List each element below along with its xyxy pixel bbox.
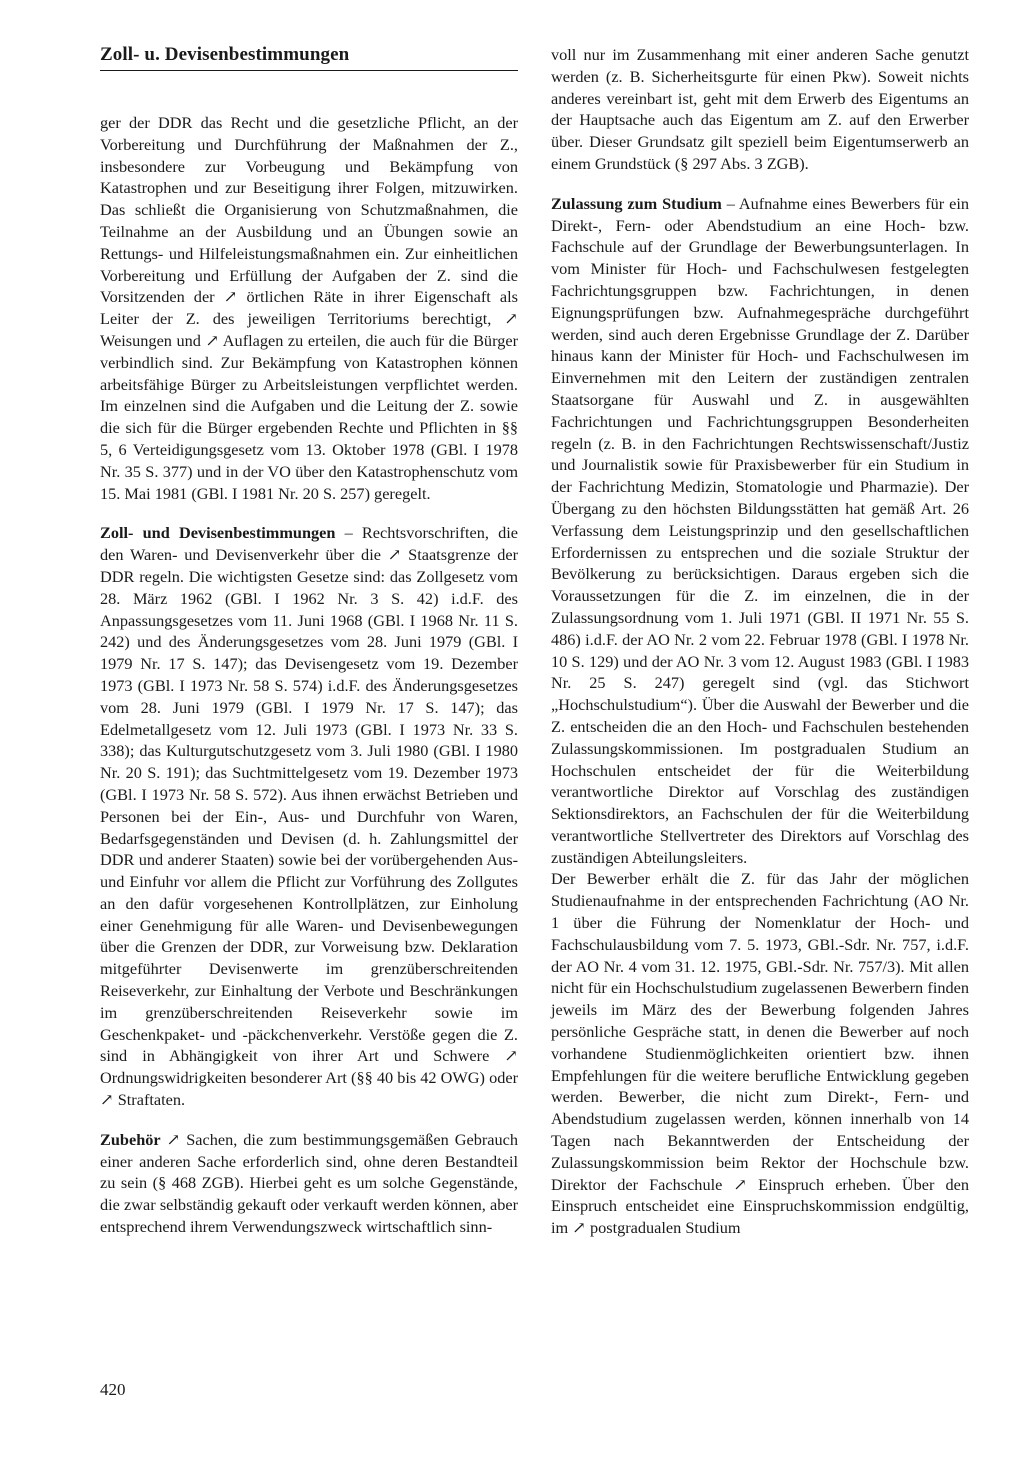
entry-zubehoer	[100, 1129, 518, 1238]
left-column	[100, 112, 518, 1238]
entry-heading: Zubehör	[100, 1129, 161, 1149]
entry-body: – Aufnahme eines Bewerbers für ein Direkt-, Fern- oder Abendstudium an eine Hoch- bzw. Fachschule auf der Grundlage der Bewerbungsunterlagen. In vom Minister für Hoch- und Fachschulwesen festgelegten Fachrichtungsgruppen bzw. Fachrichtungen, in denen Eignungsprüfungen bzw. Aufnahmegespräche durchgeführt werden, sind auch deren Ergebnisse Grundlage der Z. Darüber hinaus kann der Minister für Hoch- und Fachschulwesen im Einvernehmen mit den Leitern der zuständigen zentralen Staatsorgane für Auswahl und Z. in ausgewählten Fachrichtungen und Fachrichtungsgruppen Besonderheiten regeln (z. B. in den Fachrichtungen Rechtswissenschaft/Justiz und Journalistik sowie für Praxisbewerber für ein Studium in der Fachrichtung Medizin, Stomatologie und Pharmazie). Der Übergang zu den höchsten Bildungsstätten hat gemäß Art. 26 Verfassung dem Leistungsprinzip und den gesellschaftlichen Erfordernissen zu entsprechen und die soziale Struktur der Bevölkerung zu berücksichtigen. Daraus ergeben sich die Voraussetzungen für die Z. im einzelnen, die in der Zulassungsordnung vom 1. Juli 1971 (GBl. II 1971 Nr. 55 S. 486) i.d.F. der AO Nr. 2 vom 22. Februar 1978 (GBl. I 1978 Nr. 10 S. 129) und der AO Nr. 3 vom 12. August 1983 (GBl. I 1983 Nr. 25 S. 247) geregelt sind (vgl. das Stichwort „Hochschulstudium“). Über die Auswahl der Bewerber und die Z. entscheiden die an den Hoch- und Fachschulen bestehenden Zulassungskommissionen. Im postgradualen Studium an Hochschulen entscheidet der für die Weiterbildung verantwortliche Direktor auf Vorschlag des zuständigen Sektionsdirektors, an Fachschulen der für die Weiterbildung verantwortliche Stellvertreter des Direktors auf Vorschlag des zuständigen Abteilungsleiters.	[551, 193, 969, 867]
paragraph-bewerber: Der Bewerber erhält die Z. für das Jahr der möglichen Studienaufnahme in der entsprechenden Fachrichtung (AO Nr. 1 über die Führung der Nomenklatur der Hoch- und Fachschulausbildung vom 7. 5. 1973, GBl.-Sdr. Nr. 757, i.d.F. der AO Nr. 4 vom 31. 12. 1975, GBl.-Sdr. Nr. 757/3). Mit allen nicht für ein Hochschulstudium zugelassenen Bewerbern finden jeweils im März des der Bewerbung folgenden Jahres persönliche Gespräche statt, in denen die Bewerber auf noch vorhandene Studienmöglichkeiten orientiert bzw. ihnen Empfehlungen für die weitere berufliche Entwicklung gegeben werden. Bewerber, die nicht zum Direkt-, Fern- und Abendstudium zugelassen werden, können innerhalb von 14 Tagen nach Bekanntwerden der Entscheidung der Zulassungskommission beim Rektor der Hochschule bzw. Direktor der Fachschule ↗ Einspruch erheben. Über den Einspruch entscheidet eine Einspruchskommission endgültig, im ↗ postgradualen Studium	[551, 869, 969, 1238]
entry-zoll-und-devisenbestimmungen	[100, 522, 518, 1111]
entry-body: ↗ Sachen, die zum bestimmungsgemäßen Gebrauch einer anderen Sache erforderlich sind, ohne deren Bestandteil zu sein (§ 468 ZGB). Hierbei geht es um solche Gegenstände, die zwar selbständig gekauft oder verkauft werden können, aber entsprechend ihrem Verwendungszweck wirtschaftlich sinn-	[100, 1129, 518, 1237]
running-head-title: Zoll- u. Devisenbestimmungen	[100, 44, 350, 65]
paragraph-zivilverteidigung-continuation: ger der DDR das Recht und die gesetzliche Pflicht, an der Vorbereitung und Durchführung der Maßnahmen der Z., insbesondere zur Vorbeugung und Bekämpfung von Katastrophen und zur Beseitigung ihrer Folgen, mitzuwirken. Das schließt die Organisierung von Schutzmaßnahmen, die Teilnahme an der Ausbildung und an Übungen sowie an Rettungs- und Hilfeleistungsmaßnahmen ein. Zur einheitlichen Vorbereitung und Erfüllung der Aufgaben der Z. sind die Vorsitzenden der ↗ örtlichen Räte in ihrer Eigenschaft als Leiter der Z. des jeweiligen Territoriums berechtigt, ↗ Weisungen und ↗ Auflagen zu erteilen, die auch für die Bürger verbindlich sind. Zur Bekämpfung von Katastrophen können arbeitsfähige Bürger zu Arbeitsleistungen verpflichtet werden. Im einzelnen sind die Aufgaben und die Leitung der Z. sowie die sich für die Bürger ergebenden Rechte und Pflichten in §§ 5, 6 Verteidigungsgesetz vom 13. Oktober 1978 (GBl. I 1978 Nr. 35 S. 377) und in der VO über den Katastrophenschutz vom 15. Mai 1981 (GBl. I 1981 Nr. 20 S. 257) geregelt.	[100, 113, 518, 503]
right-column	[551, 44, 969, 1239]
entry-heading: Zulassung zum Studium	[551, 193, 722, 213]
entry-zulassung-zum-studium	[551, 193, 969, 869]
paragraph-zubehoer-continuation: voll nur im Zusammenhang mit einer anderen Sache genutzt werden (z. B. Sicherheitsgurte für einen Pkw). Soweit nichts anderes vereinbart ist, geht mit dem Erwerb des Eigentums an der Hauptsache auch das Eigentum am Z. auf den Erwerber über. Dieser Grundsatz gilt speziell beim Eigentumserwerb an einem Grundstück (§ 297 Abs. 3 ZGB).	[551, 45, 969, 173]
entry-heading: Zoll- und Devisenbestimmungen	[100, 523, 336, 543]
running-head	[100, 44, 518, 71]
page-number: 420	[100, 1380, 126, 1399]
entry-body: – Rechtsvorschriften, die den Waren- und Devisenverkehr über die ↗ Staatsgrenze der DDR regeln. Die wichtigsten Gesetze sind: das Zollgesetz vom 28. März 1962 (GBl. I 1962 Nr. 3 S. 42) i.d.F. des Anpassungsgesetzes vom 11. Juni 1968 (GBl. I 1968 Nr. 11 S. 242) und des Änderungsgesetzes vom 28. Juni 1979 (GBl. I 1979 Nr. 17 S. 147); das Devisengesetz vom 19. Dezember 1973 (GBl. I 1973 Nr. 58 S. 574) i.d.F. des Änderungsgesetzes vom 28. Juni 1979 (GBl. I 1979 Nr. 17 S. 147); das Edelmetallgesetz vom 12. Juli 1973 (GBl. I 1973 Nr. 33 S. 338); das Kulturgutschutzgesetz vom 3. Juli 1980 (GBl. I 1980 Nr. 20 S. 191); das Suchtmittelgesetz vom 19. Dezember 1973 (GBl. I 1973 Nr. 58 S. 572). Aus ihnen erwächst Betrieben und Personen bei der Ein-, Aus- und Durchfuhr von Waren, Bedarfsgegenständen und Devisen (d. h. Zahlungsmittel der DDR und anderer Staaten) sowie bei der vorübergehenden Aus- und Einfuhr vor allem die Pflicht zur Vorführung des Zollgutes an den dafür vorgesehenen Kontrollplätzen, zur Einholung einer Genehmigung für alle Waren- und Devisenbewegungen über die Grenzen der DDR, zur Vorweisung bzw. Deklaration mitgeführter Devisenwerte im grenzüberschreitenden Reiseverkehr, zur Einhaltung der Verbote und Beschränkungen im grenzüberschreitenden Reiseverkehr sowie im Geschenkpaket- und -päckchenverkehr. Verstöße gegen die Z. sind in Abhängigkeit von ihrer Art und Schwere ↗ Ordnungswidrigkeiten besonderer Art (§§ 40 bis 42 OWG) oder ↗ Straftaten.	[100, 523, 518, 1110]
